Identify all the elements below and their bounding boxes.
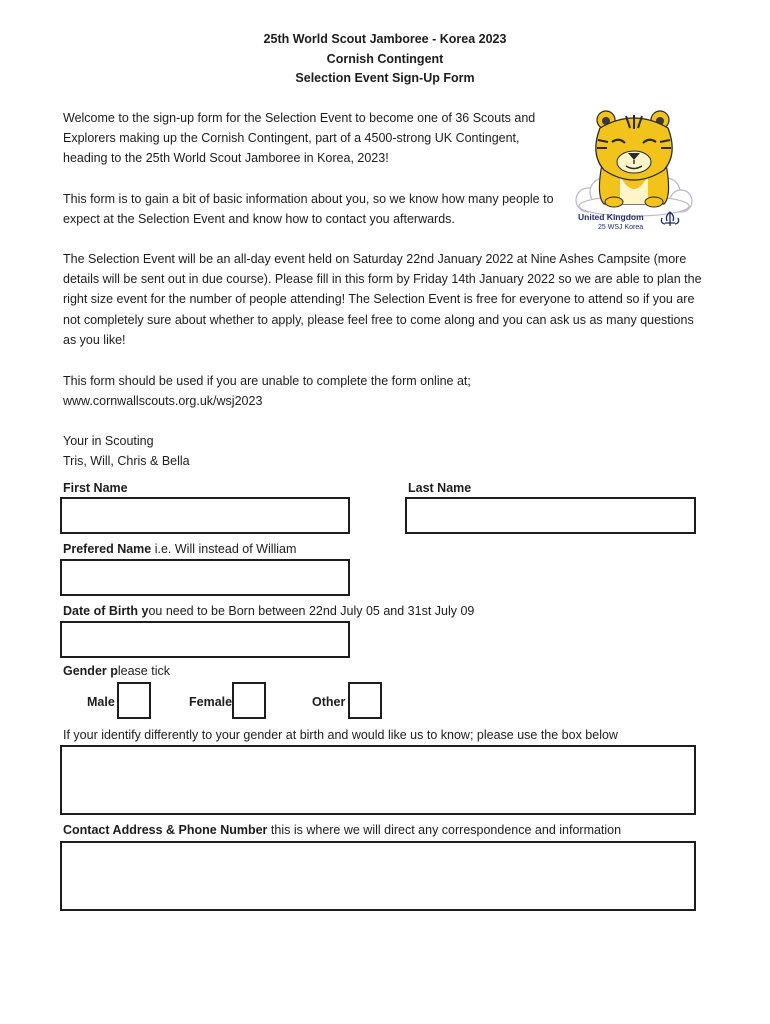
intro-paragraph-1: Welcome to the sign-up form for the Selection Event to become one of 36 Scouts and Explorers making up the Cornish Contingent, part of a 4500-strong UK Contingent, heading to the 25th World Scout Jamboree in Korea, 2023! <box>63 111 536 166</box>
gender-option-other-label: Other <box>312 695 346 709</box>
gender-label: Gender please tick <box>63 664 170 678</box>
jamboree-logo <box>574 106 694 232</box>
preferred-name-field[interactable] <box>60 559 350 596</box>
gender-other-checkbox[interactable] <box>348 682 382 719</box>
first-name-field[interactable] <box>60 497 350 534</box>
date-of-birth-label: Date of Birth you need to be Born between 22nd July 05 and 31st July 09 <box>63 604 475 618</box>
gender-identity-field[interactable] <box>60 745 696 815</box>
intro-paragraph-3: The Selection Event will be an all-day event held on Saturday 22nd January 2022 at Nine Ashes Campsite (more details will be sent out in due course). Please fill in this form by Friday 14th January 2022 so we are able to plan the right size event for the number of people attending! The Selection Event is free for everyone to attend so if you are not completely sure about whether to apply, please feel free to come along and you can ask us as many questions as you like! <box>63 252 702 347</box>
first-name-label: First Name <box>63 481 128 495</box>
online-form-note: This form should be used if you are unable to complete the form online at; <box>63 374 471 388</box>
header-line-2: Cornish Contingent <box>326 51 444 66</box>
header-line-3: Selection Event Sign-Up Form <box>295 71 475 85</box>
contact-label: Contact Address & Phone Number this is where we will direct any correspondence and information <box>63 823 622 837</box>
gender-identity-label: If your identify differently to your gender at birth and would like us to know; please use the box below <box>63 728 618 742</box>
tiger-icon <box>576 111 692 216</box>
logo-text-wsj: 25 WSJ Korea <box>598 224 644 231</box>
contact-field[interactable] <box>60 841 696 911</box>
online-form-link[interactable]: www.cornwallscouts.org.uk/wsj2023 <box>63 394 263 408</box>
intro-paragraph-2: This form is to gain a bit of basic information about you, so we know how many people to expect at the Selection Event and know how to contact you afterwards. <box>63 192 554 227</box>
preferred-name-label: Prefered Name i.e. Will instead of William <box>63 542 297 556</box>
gender-option-male-label: Male <box>87 695 115 709</box>
last-name-field[interactable] <box>405 497 696 534</box>
signoff-line-2: Tris, Will, Chris & Bella <box>63 454 190 468</box>
signoff-line-1: Your in Scouting <box>63 434 154 448</box>
gender-female-checkbox[interactable] <box>232 682 266 719</box>
form-header <box>0 30 770 89</box>
header-line-1: 25th World Scout Jamboree - Korea 2023 <box>263 32 507 46</box>
last-name-label: Last Name <box>408 481 472 495</box>
date-of-birth-field[interactable] <box>60 621 350 658</box>
logo-text-uk: United Kingdom <box>578 212 644 222</box>
gender-option-female-label: Female <box>189 695 233 709</box>
gender-male-checkbox[interactable] <box>117 682 151 719</box>
